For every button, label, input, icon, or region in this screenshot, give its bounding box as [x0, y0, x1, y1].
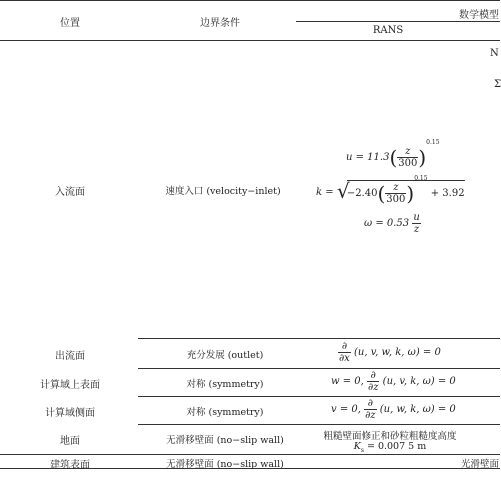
row-inflow-position: 入流面	[55, 187, 85, 198]
eq-k-num: z	[385, 182, 406, 194]
row-rule-4	[138, 424, 500, 425]
row-rule-2	[138, 368, 500, 369]
row-inflow-boundary: 速度入口 (velocity−inlet)	[165, 186, 281, 197]
formula-top-pre: w = 0,	[331, 376, 364, 387]
model-group-rule	[296, 21, 500, 22]
eq-u-den: 300	[398, 158, 418, 169]
row-rule-5	[0, 454, 500, 455]
header-model-group: 数学模型	[459, 10, 499, 21]
formula-side-den: ∂z	[365, 410, 376, 421]
formula-top	[331, 370, 456, 393]
eq-omega-lhs: ω = 0.53	[364, 218, 410, 229]
eq-u-lhs: u = 11.3	[346, 152, 390, 163]
row-top-position: 计算域上表面	[40, 380, 100, 391]
eq-k-coef: −2.40	[346, 188, 378, 199]
formula-top-den: ∂z	[368, 382, 379, 393]
formula-side	[331, 398, 456, 421]
formula-outflow-den: ∂x	[339, 353, 350, 364]
top-rule	[0, 0, 500, 1]
row-ground-boundary: 无滑移壁面 (no−slip wall)	[166, 435, 284, 446]
formula-outflow-num: ∂	[338, 341, 351, 353]
eq-k-lhs: k =	[316, 187, 334, 198]
formula-ground-line2: $K_s = 0.007$ 5 m	[353, 441, 427, 454]
eq-u: u = 11.3( $\frac{z}{300}$ )$^{0.15}$	[346, 138, 440, 170]
row-side-position: 计算域侧面	[45, 408, 95, 419]
header-right-fragment-n: N	[490, 48, 499, 59]
row-rule-3	[138, 396, 500, 397]
formula-outflow-tail: (u, v, w, k, ω) = 0	[354, 347, 441, 358]
formula-outflow	[338, 341, 441, 364]
eq-omega	[364, 212, 421, 235]
header-right-fragment-sigma: Σ	[494, 79, 501, 90]
row-building-position: 建筑表面	[50, 460, 90, 471]
header-rans: RANS	[372, 25, 404, 36]
formula-side-num: ∂	[364, 398, 376, 410]
formula-top-num: ∂	[367, 370, 379, 382]
eq-k: k = √ −2.40( $\frac{z}{300}$ )$^{0.15}$ + 3.92	[316, 174, 465, 206]
eq-u-num: z	[397, 146, 418, 158]
row-building-right: 光滑壁面	[461, 459, 500, 470]
row-rule-1	[138, 338, 500, 339]
header-position: 位置	[60, 18, 80, 29]
eq-omega-den: z	[413, 224, 420, 235]
row-top-boundary: 对称 (symmetry)	[186, 379, 264, 390]
formula-side-pre: v = 0,	[331, 404, 361, 415]
formula-side-tail: (u, w, k, ω) = 0	[379, 404, 456, 415]
eq-k-den: 300	[386, 194, 406, 205]
row-building-boundary: 无滑移壁面 (no−slip wall)	[166, 459, 284, 470]
formula-ground-line1: 粗糙壁面修正和砂粒粗糙度高度	[323, 431, 457, 442]
row-side-boundary: 对称 (symmetry)	[186, 407, 264, 418]
eq-u-exp: 0.15	[426, 138, 440, 146]
eq-k-exp: 0.15	[414, 174, 428, 182]
row-outflow-position: 出流面	[55, 351, 85, 362]
header-boundary: 边界条件	[200, 18, 240, 29]
eq-k-tail: + 3.92	[430, 188, 465, 199]
row-ground-position: 地面	[60, 436, 80, 447]
formula-top-tail: (u, v, k, ω) = 0	[382, 376, 456, 387]
eq-omega-num: u	[413, 212, 420, 223]
header-bottom-rule	[0, 40, 500, 41]
row-outflow-boundary: 充分发展 (outlet)	[186, 350, 264, 361]
